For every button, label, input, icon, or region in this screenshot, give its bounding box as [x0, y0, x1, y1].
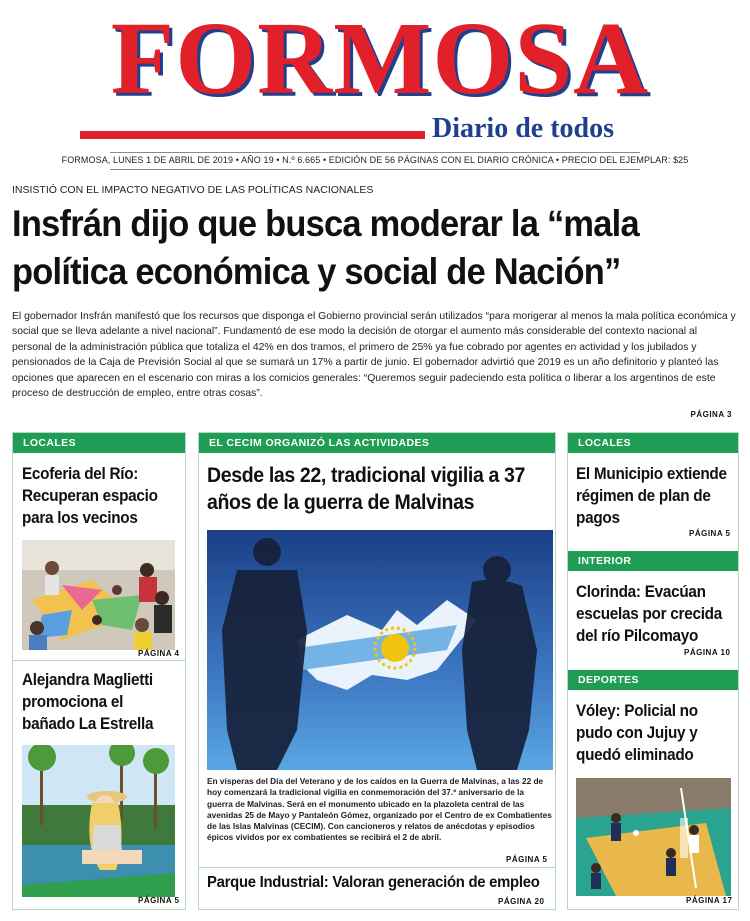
newspaper-logo: FORMOSA — [110, 1, 650, 116]
left-story-1-title[interactable]: Ecoferia del Río: Recuperan espacio para los vecinos — [22, 464, 158, 527]
left-story-2-page-ref: PÁGINA 5 — [138, 896, 180, 905]
left-section-header: LOCALES — [13, 433, 185, 453]
newspaper-tagline: Diario de todos — [432, 113, 614, 144]
dateline-rule-bottom — [110, 169, 640, 170]
center-story-body: En vísperas del Día del Veterano y de los caídos en la Guerra de Malvinas, a las 22 de hoy comenzará la tradicional vigilia en conmemoración del 37.º aniversario de la guerra de Malvinas. Será en el monumento ubicado en la plazoleta central de las avenidas 25 de Mayo y Pantaleón Gómez, organizado por el Centro de ex Combatientes de las Islas Malvinas (CECIM). Con cancioneros y relatos de anécdotas y episodios épicos vividos por ex combatientes se recibirá el 2 de abril. — [207, 776, 552, 843]
masthead — [0, 0, 750, 150]
dateline-rule-top — [110, 152, 640, 153]
lead-headline[interactable] — [12, 200, 691, 296]
ecoferia-photo-image — [22, 540, 175, 650]
right-section-header-locales: LOCALES — [568, 433, 738, 453]
center-divider — [199, 867, 555, 868]
maglietti-photo-image — [22, 745, 175, 897]
dateline: FORMOSA, LUNES 1 DE ABRIL DE 2019 • AÑO 19 • N.º 6.665 • EDICIÓN DE 56 PÁGINAS CON EL DIARIO CRÓNICA • PRECIO DEL EJEMPLAR: $25 — [61, 155, 689, 165]
lead-headline-line-2: política económica y social de Nación” — [12, 251, 621, 292]
voley-photo-image — [576, 778, 731, 896]
ecoferia-photo — [22, 540, 175, 650]
lead-page-ref: PÁGINA 3 — [690, 410, 732, 419]
malvinas-photo-image — [207, 530, 553, 770]
malvinas-photo — [207, 530, 553, 770]
left-divider — [13, 660, 185, 661]
right-section-header-interior: INTERIOR — [568, 551, 738, 571]
center-section-header: EL CECIM ORGANIZÓ LAS ACTIVIDADES — [199, 433, 555, 453]
left-story-1-page-ref: PÁGINA 4 — [138, 649, 180, 658]
parque-industrial-page-ref: PÁGINA 20 — [498, 897, 545, 906]
lead-kicker: INSISTIÓ CON EL IMPACTO NEGATIVO DE LAS POLÍTICAS NACIONALES — [12, 184, 374, 196]
voley-photo — [576, 778, 731, 896]
logo-red-rule — [80, 131, 425, 139]
right-story-1-page-ref: PÁGINA 5 — [689, 529, 731, 538]
lead-body: El gobernador Insfrán manifestó que los recursos que disponga el Gobierno provincial serán utilizados “para morigerar al menos la mala política económica y social que se lleva adelante a nivel nacional”. Fundamentó de ese modo la decisión de otorgar el aumento más considerable del contexto nacional al personal de la administración pública que totaliza el 42% en dos tramos, el primero de 25% ya fue cobrado por agentes en actividad y los jubilados y pensionados de la Caja de Previsión Social al que se sumará un 17% a partir de junio. El gobernador advirtió que 2019 es un año definitorio y planteó las opciones que aparecen en el escenario con miras a los comicios generales: “Queremos seguir padeciendo esta política o liberar a los argentinos de este proceso de destrucción de empleo, entre otras cosas”. — [12, 311, 736, 400]
right-story-1-title[interactable]: El Municipio extiende régimen de plan de pagos — [576, 464, 727, 527]
right-story-2-page-ref: PÁGINA 10 — [684, 648, 731, 657]
right-section-header-deportes: DEPORTES — [568, 670, 738, 690]
right-story-3-page-ref: PÁGINA 17 — [686, 896, 733, 905]
right-story-2-title[interactable]: Clorinda: Evacúan escuelas por crecida del río Pilcomayo — [576, 582, 722, 645]
center-story-title[interactable]: Desde las 22, tradicional vigilia a 37 años de la guerra de Malvinas — [207, 464, 526, 514]
parque-industrial-title[interactable]: Parque Industrial: Valoran generación de empleo — [207, 874, 540, 891]
maglietti-photo — [22, 745, 175, 897]
center-story-page-ref: PÁGINA 5 — [506, 855, 548, 864]
lead-headline-line-1: Insfrán dijo que busca moderar la “mala — [12, 203, 639, 244]
right-story-3-title[interactable]: Vóley: Policial no pudo con Jujuy y quedó eliminado — [576, 701, 698, 764]
left-story-2-title[interactable]: Alejandra Maglietti promociona el bañado La Estrella — [22, 670, 154, 733]
